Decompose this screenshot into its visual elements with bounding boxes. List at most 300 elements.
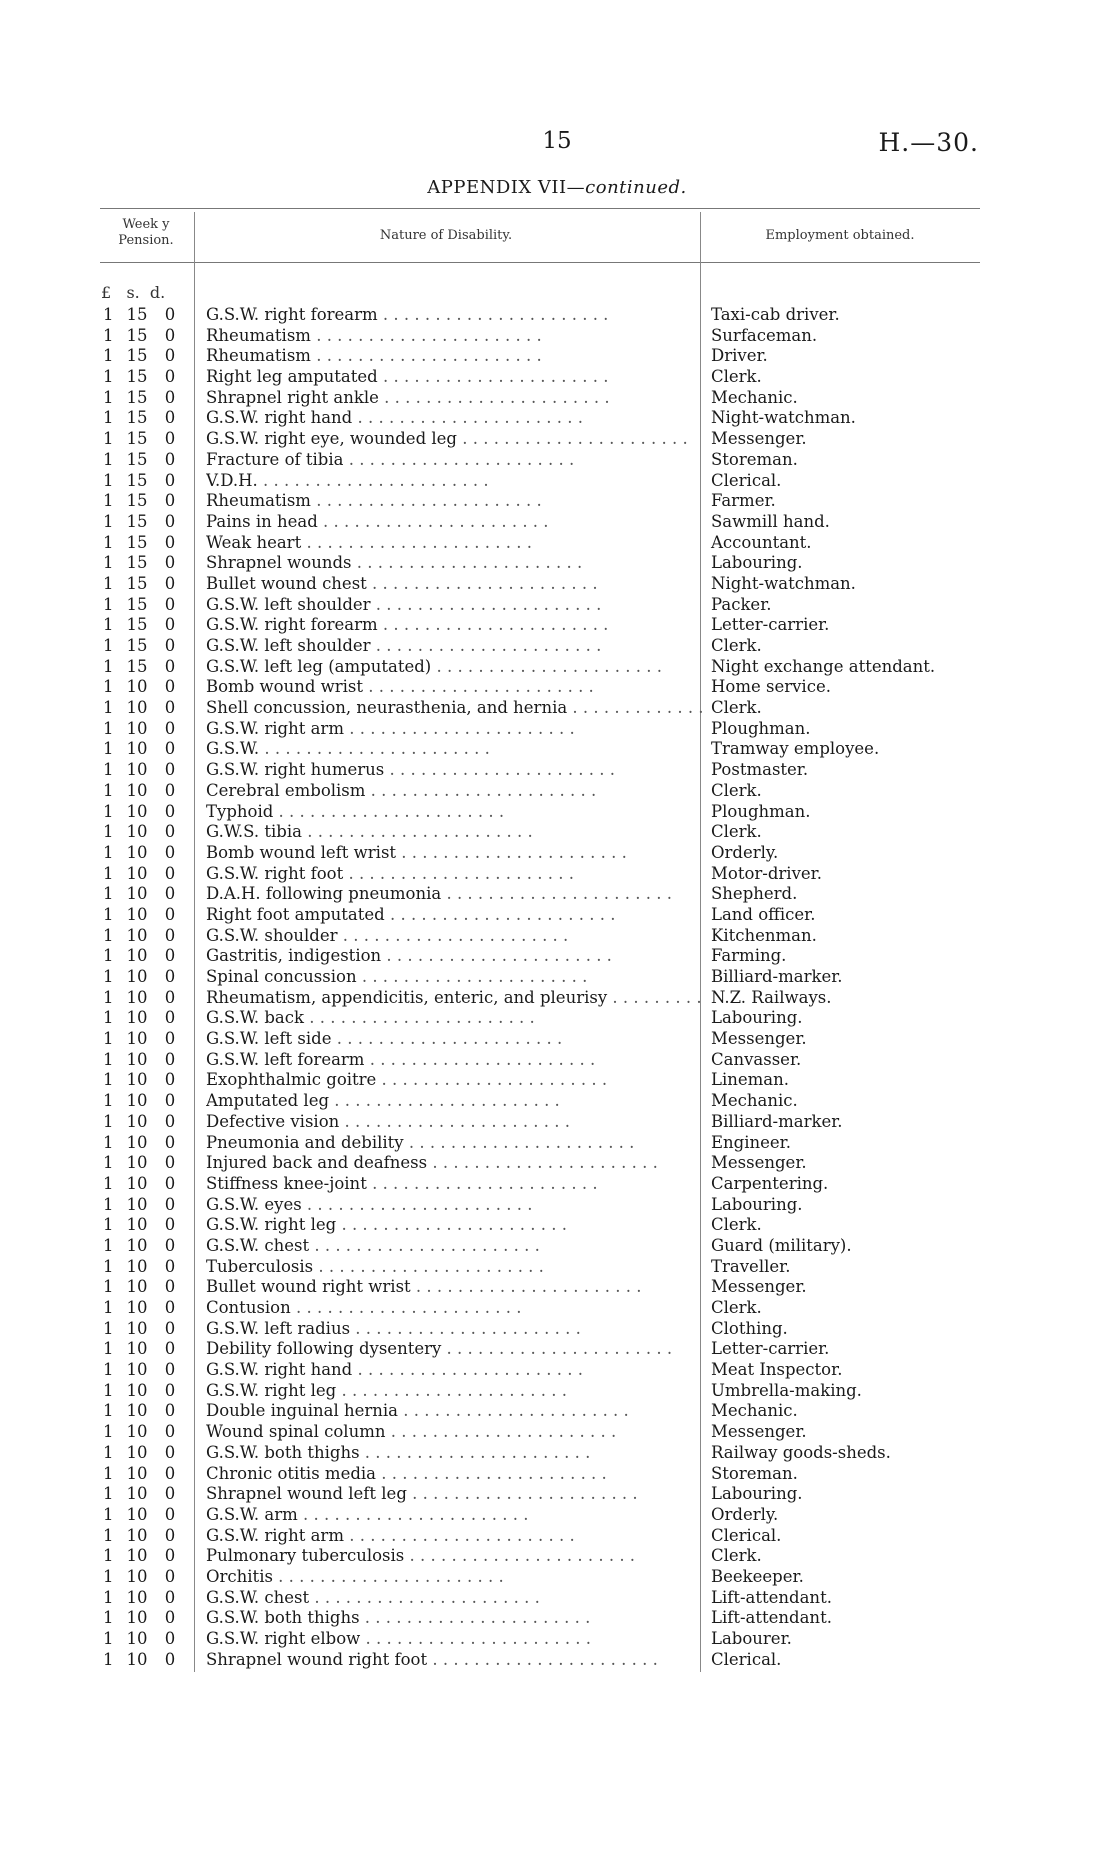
disability-cell: G.S.W. right humerus . .	[206, 760, 706, 781]
employment-cell: Lift-attendant.	[711, 1608, 832, 1628]
employment-cell: Land officer.	[711, 904, 816, 924]
disability-cell: G.S.W. arm . .	[206, 1505, 706, 1526]
disability-cell: Amputated leg . .	[206, 1091, 706, 1112]
pension-pounds: 1	[103, 925, 114, 945]
pension-pence: 0	[164, 408, 176, 428]
pension-pounds: 1	[103, 408, 114, 428]
pension-pounds: 1	[103, 636, 114, 655]
pension-pence: 0	[164, 1194, 176, 1214]
table-row	[0, 1505, 1114, 1526]
table-row	[0, 388, 1114, 409]
employment-cell: Clerical.	[711, 1649, 782, 1669]
pension-shillings: 10	[126, 1091, 148, 1111]
table-row	[0, 1546, 1114, 1567]
employment-cell: Messenger.	[711, 1153, 807, 1173]
pension-shillings: 10	[126, 1401, 148, 1421]
pension-pounds: 1	[103, 656, 114, 676]
pension-pence: 0	[164, 1091, 176, 1111]
pension-pence: 0	[164, 1029, 176, 1049]
pension-pounds: 1	[103, 1070, 114, 1090]
employment-cell: Messenger.	[711, 429, 807, 449]
table-row	[0, 553, 1114, 574]
employment-cell: Taxi-cab driver.	[711, 305, 840, 324]
document-reference: H.—30.	[878, 128, 979, 157]
pension-pounds: 1	[103, 1629, 114, 1648]
pension-shillings: 10	[126, 1111, 148, 1131]
employment-cell: Mechanic.	[711, 1401, 798, 1421]
pension-pence: 0	[164, 698, 176, 718]
pension-pounds: 1	[103, 780, 114, 800]
pension-shillings: 10	[126, 925, 148, 945]
pension-pounds: 1	[103, 1649, 114, 1669]
employment-cell: Accountant.	[711, 532, 812, 552]
pension-shillings: 10	[126, 1463, 148, 1483]
pension-pence: 0	[164, 739, 176, 759]
pension-pence: 0	[164, 573, 176, 593]
pension-pence: 0	[164, 553, 176, 573]
disability-cell: G.S.W. right arm . .	[206, 1526, 706, 1547]
pension-pounds: 1	[103, 967, 114, 986]
employment-cell: Clerical.	[711, 470, 782, 490]
disability-cell: Rheumatism . .	[206, 326, 706, 347]
pension-shillings: 10	[126, 1298, 148, 1317]
disability-cell: Stiffness knee-joint . .	[206, 1174, 706, 1195]
pension-pence: 0	[164, 615, 176, 635]
disability-cell: Rheumatism . .	[206, 346, 706, 367]
employment-cell: Labouring.	[711, 553, 803, 573]
disability-cell: Pains in head . .	[206, 512, 706, 533]
pension-pence: 0	[164, 325, 176, 345]
pension-pence: 0	[164, 449, 176, 469]
table-row	[0, 346, 1114, 367]
employment-cell: Clothing.	[711, 1318, 788, 1338]
pension-pounds: 1	[103, 1504, 114, 1524]
pension-pounds: 1	[103, 532, 114, 552]
pension-shillings: 10	[126, 884, 148, 904]
column-header-nature: Nature of Disability.	[379, 228, 513, 243]
employment-cell: Farmer.	[711, 491, 776, 511]
pension-shillings: 15	[126, 594, 148, 614]
employment-cell: Lineman.	[711, 1070, 789, 1090]
table-row	[0, 1401, 1114, 1422]
table-row	[0, 1112, 1114, 1133]
pension-shillings: 10	[126, 1484, 148, 1504]
disability-cell: D.A.H. following pneumonia . .	[206, 884, 706, 905]
disability-cell: Bullet wound right wrist . .	[206, 1277, 706, 1298]
employment-cell: Postmaster.	[711, 760, 809, 780]
pension-pence: 0	[164, 1484, 176, 1504]
disability-cell: Spinal concussion . .	[206, 967, 706, 988]
pension-pence: 0	[164, 1153, 176, 1173]
disability-cell: Injured back and deafness . .	[206, 1153, 706, 1174]
table-row	[0, 636, 1114, 657]
pension-pence: 0	[164, 1629, 176, 1648]
pension-shillings: 10	[126, 1360, 148, 1380]
pension-shillings: 10	[126, 1235, 148, 1255]
pension-pounds: 1	[103, 718, 114, 738]
pension-pounds: 1	[103, 863, 114, 883]
pension-pounds: 1	[103, 1173, 114, 1193]
table-row	[0, 760, 1114, 781]
disability-cell: Shrapnel wounds . .	[206, 553, 706, 574]
pension-pounds: 1	[103, 1422, 114, 1442]
employment-cell: Messenger.	[711, 1422, 807, 1442]
pension-shillings: 15	[126, 367, 148, 387]
employment-cell: Shepherd.	[711, 884, 798, 904]
table-row	[0, 657, 1114, 678]
employment-cell: Sawmill hand.	[711, 511, 830, 531]
disability-cell: G.S.W. chest . .	[206, 1236, 706, 1257]
pension-pence: 0	[164, 1318, 176, 1338]
pension-pounds: 1	[103, 801, 114, 821]
disability-cell: Bullet wound chest . .	[206, 574, 706, 595]
pension-pounds: 1	[103, 1277, 114, 1297]
pension-pence: 0	[164, 967, 176, 986]
pension-pence: 0	[164, 1298, 176, 1317]
pension-shillings: 10	[126, 1008, 148, 1028]
pension-pounds: 1	[103, 822, 114, 842]
pension-pence: 0	[164, 387, 176, 407]
disability-cell: Shrapnel wound left leg . .	[206, 1484, 706, 1505]
employment-cell: Clerk.	[711, 780, 762, 800]
pension-pounds: 1	[103, 904, 114, 924]
pension-pounds: 1	[103, 491, 114, 511]
pension-pounds: 1	[103, 1380, 114, 1400]
pension-shillings: 10	[126, 946, 148, 966]
pension-shillings: 10	[126, 1629, 148, 1648]
pension-pence: 0	[164, 470, 176, 490]
disability-cell: Shell concussion, neurasthenia, and hernia . .	[206, 698, 706, 719]
pension-pence: 0	[164, 1215, 176, 1235]
pension-pounds: 1	[103, 1587, 114, 1607]
pension-shillings: 10	[126, 718, 148, 738]
employment-cell: Home service.	[711, 677, 831, 697]
pension-pounds: 1	[103, 946, 114, 966]
pension-shillings: 15	[126, 325, 148, 345]
pension-shillings: 15	[126, 449, 148, 469]
table-row	[0, 802, 1114, 823]
pension-shillings: 15	[126, 573, 148, 593]
employment-cell: Clerk.	[711, 367, 762, 387]
employment-cell: Tramway employee.	[711, 739, 880, 759]
pension-shillings: 10	[126, 1504, 148, 1524]
pension-pounds: 1	[103, 305, 114, 324]
disability-cell: G.S.W. right forearm . .	[206, 615, 706, 636]
employment-cell: Kitchenman.	[711, 925, 817, 945]
employment-cell: Clerk.	[711, 1298, 762, 1317]
pension-pence: 0	[164, 801, 176, 821]
table-row	[0, 926, 1114, 947]
pension-pence: 0	[164, 532, 176, 552]
pension-shillings: 10	[126, 1649, 148, 1669]
pension-pence: 0	[164, 1173, 176, 1193]
table-row	[0, 1029, 1114, 1050]
pension-pounds: 1	[103, 1091, 114, 1111]
pension-shillings: 10	[126, 1070, 148, 1090]
table-row	[0, 1133, 1114, 1154]
disability-cell: G.W.S. tibia . .	[206, 822, 706, 843]
pension-pounds: 1	[103, 1608, 114, 1628]
pension-pounds: 1	[103, 1360, 114, 1380]
pension-pence: 0	[164, 1463, 176, 1483]
currency-units: £ s. d.	[101, 283, 166, 302]
table-row	[0, 471, 1114, 492]
table-row	[0, 512, 1114, 533]
pension-pence: 0	[164, 863, 176, 883]
pension-shillings: 10	[126, 987, 148, 1007]
table-row	[0, 326, 1114, 347]
pension-shillings: 10	[126, 1029, 148, 1049]
employment-cell: Canvasser.	[711, 1049, 802, 1069]
appendix-title-main: APPENDIX VII—	[427, 177, 586, 198]
table-row	[0, 843, 1114, 864]
pension-pence: 0	[164, 1132, 176, 1152]
pension-pence: 0	[164, 656, 176, 676]
disability-cell: Bomb wound left wrist . .	[206, 843, 706, 864]
employment-cell: Ploughman.	[711, 801, 811, 821]
pension-pence: 0	[164, 946, 176, 966]
pension-pounds: 1	[103, 987, 114, 1007]
pension-pence: 0	[164, 1401, 176, 1421]
column-header-pension-line2: Pension.	[118, 233, 174, 248]
table-row	[0, 698, 1114, 719]
table-row	[0, 367, 1114, 388]
appendix-title-continued: continued.	[585, 177, 687, 198]
employment-cell: Letter-carrier.	[711, 615, 830, 635]
table-row	[0, 781, 1114, 802]
disability-cell: Right leg amputated . .	[206, 367, 706, 388]
employment-cell: Clerk.	[711, 822, 762, 842]
employment-cell: Farming.	[711, 946, 787, 966]
employment-cell: Labouring.	[711, 1008, 803, 1028]
disability-cell: G.S.W. right arm . .	[206, 719, 706, 740]
employment-cell: Messenger.	[711, 1277, 807, 1297]
pension-shillings: 10	[126, 1546, 148, 1566]
employment-cell: Engineer.	[711, 1132, 791, 1152]
table-row	[0, 1195, 1114, 1216]
table-row	[0, 1277, 1114, 1298]
pension-pounds: 1	[103, 698, 114, 718]
pension-shillings: 15	[126, 615, 148, 635]
table-row	[0, 1629, 1114, 1650]
pension-pence: 0	[164, 1360, 176, 1380]
pension-pounds: 1	[103, 1049, 114, 1069]
pension-pounds: 1	[103, 1235, 114, 1255]
pension-pounds: 1	[103, 1484, 114, 1504]
employment-cell: Railway goods-sheds.	[711, 1442, 891, 1462]
table-row	[0, 1050, 1114, 1071]
table-row	[0, 822, 1114, 843]
disability-cell: G.S.W. chest . .	[206, 1588, 706, 1609]
table-row	[0, 574, 1114, 595]
employment-cell: Clerk.	[711, 1215, 762, 1235]
pension-shillings: 10	[126, 1422, 148, 1442]
employment-cell: Lift-attendant.	[711, 1587, 832, 1607]
pension-shillings: 10	[126, 1339, 148, 1359]
table-row	[0, 719, 1114, 740]
pension-pence: 0	[164, 1256, 176, 1276]
employment-cell: Meat Inspector.	[711, 1360, 843, 1380]
table-row	[0, 1381, 1114, 1402]
employment-cell: Carpentering.	[711, 1173, 829, 1193]
pension-shillings: 10	[126, 677, 148, 697]
pension-shillings: 10	[126, 1173, 148, 1193]
disability-cell: G.S.W. . .	[206, 739, 706, 760]
pension-pounds: 1	[103, 1194, 114, 1214]
table-row	[0, 408, 1114, 429]
pension-pence: 0	[164, 1422, 176, 1442]
table-row	[0, 988, 1114, 1009]
disability-cell: G.S.W. back . .	[206, 1008, 706, 1029]
pension-shillings: 10	[126, 1608, 148, 1628]
employment-cell: Ploughman.	[711, 718, 811, 738]
pension-shillings: 15	[126, 553, 148, 573]
pension-pounds: 1	[103, 677, 114, 697]
employment-cell: Beekeeper.	[711, 1566, 804, 1586]
employment-cell: Mechanic.	[711, 1091, 798, 1111]
pension-pence: 0	[164, 1111, 176, 1131]
disability-cell: Bomb wound wrist . .	[206, 677, 706, 698]
pension-pounds: 1	[103, 429, 114, 449]
disability-cell: G.S.W. left shoulder . .	[206, 595, 706, 616]
pension-pence: 0	[164, 1525, 176, 1545]
disability-cell: Pneumonia and debility . .	[206, 1133, 706, 1154]
employment-cell: Motor-driver.	[711, 863, 822, 883]
pension-pounds: 1	[103, 594, 114, 614]
table-row	[0, 533, 1114, 554]
table-row	[0, 305, 1114, 326]
disability-cell: G.S.W. left forearm . .	[206, 1050, 706, 1071]
pension-shillings: 10	[126, 780, 148, 800]
table-row	[0, 967, 1114, 988]
employment-cell: Night-watchman.	[711, 573, 856, 593]
employment-cell: Mechanic.	[711, 387, 798, 407]
pension-pounds: 1	[103, 449, 114, 469]
employment-cell: Messenger.	[711, 1029, 807, 1049]
disability-cell: Orchitis . .	[206, 1567, 706, 1588]
pension-pounds: 1	[103, 884, 114, 904]
pension-pence: 0	[164, 1587, 176, 1607]
employment-cell: Night exchange attendant.	[711, 656, 936, 676]
pension-pounds: 1	[103, 387, 114, 407]
disability-cell: Double inguinal hernia . .	[206, 1401, 706, 1422]
pension-pence: 0	[164, 1008, 176, 1028]
pension-shillings: 15	[126, 491, 148, 511]
table-top-rule	[100, 208, 980, 209]
pension-pence: 0	[164, 346, 176, 366]
pension-pounds: 1	[103, 760, 114, 780]
pension-pence: 0	[164, 760, 176, 780]
column-header-employment: Employment obtained.	[765, 228, 915, 243]
pension-pounds: 1	[103, 1215, 114, 1235]
pension-shillings: 10	[126, 1380, 148, 1400]
disability-cell: G.S.W. right leg . .	[206, 1215, 706, 1236]
employment-cell: Clerk.	[711, 636, 762, 655]
pension-shillings: 15	[126, 387, 148, 407]
employment-cell: Traveller.	[711, 1256, 791, 1276]
disability-cell: Wound spinal column . .	[206, 1422, 706, 1443]
disability-cell: Defective vision . .	[206, 1112, 706, 1133]
disability-cell: Gastritis, indigestion . .	[206, 946, 706, 967]
pension-pence: 0	[164, 1070, 176, 1090]
employment-cell: Labouring.	[711, 1484, 803, 1504]
disability-cell: Right foot amputated . .	[206, 905, 706, 926]
table-row	[0, 1008, 1114, 1029]
pension-pounds: 1	[103, 573, 114, 593]
employment-cell: Labouring.	[711, 1194, 803, 1214]
pension-pounds: 1	[103, 739, 114, 759]
disability-cell: G.S.W. left radius . .	[206, 1319, 706, 1340]
pension-shillings: 10	[126, 1194, 148, 1214]
disability-cell: Rheumatism, appendicitis, enteric, and pleurisy . .	[206, 988, 706, 1009]
pension-pence: 0	[164, 1504, 176, 1524]
disability-cell: Exophthalmic goitre . .	[206, 1070, 706, 1091]
table-row	[0, 884, 1114, 905]
pension-shillings: 10	[126, 1153, 148, 1173]
table-row	[0, 595, 1114, 616]
employment-cell: Billiard-marker.	[711, 1111, 843, 1131]
disability-cell: G.S.W. left side . .	[206, 1029, 706, 1050]
pension-shillings: 10	[126, 1525, 148, 1545]
pension-shillings: 10	[126, 1442, 148, 1462]
pension-pence: 0	[164, 842, 176, 862]
pension-shillings: 15	[126, 656, 148, 676]
table-row	[0, 1650, 1114, 1671]
employment-cell: Surfaceman.	[711, 325, 818, 345]
pension-pence: 0	[164, 987, 176, 1007]
table-row	[0, 1070, 1114, 1091]
employment-cell: Clerk.	[711, 1546, 762, 1566]
pension-shillings: 15	[126, 470, 148, 490]
pension-shillings: 10	[126, 1049, 148, 1069]
pension-pence: 0	[164, 780, 176, 800]
pension-pounds: 1	[103, 325, 114, 345]
table-row	[0, 864, 1114, 885]
table-row	[0, 1257, 1114, 1278]
pension-shillings: 10	[126, 967, 148, 986]
employment-cell: Driver.	[711, 346, 768, 366]
disability-cell: Debility following dysentery . .	[206, 1339, 706, 1360]
pension-pounds: 1	[103, 1546, 114, 1566]
pension-pence: 0	[164, 1380, 176, 1400]
employment-cell: Night-watchman.	[711, 408, 856, 428]
table-row	[0, 429, 1114, 450]
employment-cell: Umbrella-making.	[711, 1380, 862, 1400]
pension-pounds: 1	[103, 346, 114, 366]
table-row	[0, 1339, 1114, 1360]
pension-pounds: 1	[103, 842, 114, 862]
table-body	[0, 305, 1114, 1670]
pension-pence: 0	[164, 884, 176, 904]
table-row	[0, 1236, 1114, 1257]
pension-pounds: 1	[103, 1463, 114, 1483]
pension-pounds: 1	[103, 1525, 114, 1545]
table-row	[0, 1319, 1114, 1340]
pension-pounds: 1	[103, 1132, 114, 1152]
table-row	[0, 1215, 1114, 1236]
pension-shillings: 10	[126, 739, 148, 759]
disability-cell: G.S.W. right foot . .	[206, 864, 706, 885]
disability-cell: G.S.W. right hand . .	[206, 408, 706, 429]
employment-cell: Guard (military).	[711, 1235, 852, 1255]
column-header-pension-line1: Week y	[122, 217, 170, 232]
employment-cell: Orderly.	[711, 842, 779, 862]
pension-shillings: 10	[126, 1132, 148, 1152]
pension-pounds: 1	[103, 1029, 114, 1049]
pension-pence: 0	[164, 677, 176, 697]
pension-pence: 0	[164, 594, 176, 614]
table-row	[0, 905, 1114, 926]
